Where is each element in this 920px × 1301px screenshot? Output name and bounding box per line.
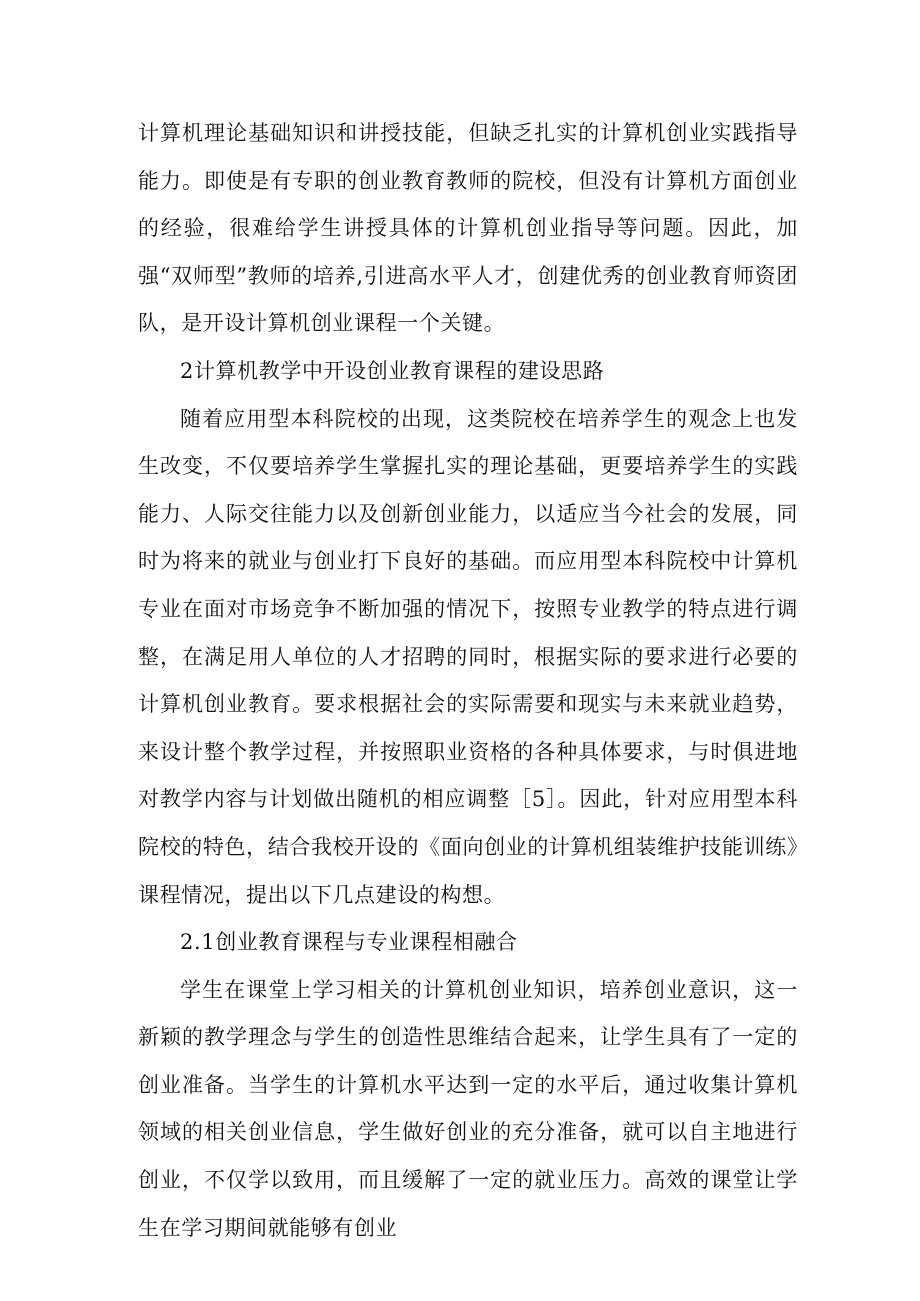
paragraph-continued: 计算机理论基础知识和讲授技能，但缺乏扎实的计算机创业实践指导能力。即使是有专职的创业教育教师的院校，但没有计算机方面创业的经验，很难给学生讲授具体的计算机创业指导等问题。因此，加强“双师型”教师的培养,引进高水平人才，创建优秀的创业教育师资团队，是开设计算机创业课程一个关键。 xyxy=(138,121,798,336)
document-body xyxy=(138,110,798,1252)
section-heading-2: 2计算机教学中开设创业教育课程的建设思路 xyxy=(180,358,605,383)
subsection-heading-2-1: 2.1创业教育课程与专业课程相融合 xyxy=(180,930,518,955)
paragraph-body: 学生在课堂上学习相关的计算机创业知识，培养创业意识，这一新颖的教学理念与学生的创造性思维结合起来，让学生具有了一定的创业准备。当学生的计算机水平达到一定的水平后，通过收集计算机领域的相关创业信息，学生做好创业的充分准备，就可以自主地进行创业，不仅学以致用，而且缓解了一定的就业压力。高效的课堂让学生在学习期间就能够有创业 xyxy=(138,977,798,1240)
paragraph-body: 随着应用型本科院校的出现，这类院校在培养学生的观念上也发生改变，不仅要培养学生掌握扎实的理论基础，更要培养学生的实践能力、人际交往能力以及创新创业能力，以适应当今社会的发展，同时为将来的就业与创业打下良好的基础。而应用型本科院校中计算机专业在面对市场竞争不断加强的情况下，按照专业教学的特点进行调整，在满足用人单位的人才招聘的同时，根据实际的要求进行必要的计算机创业教育。要求根据社会的实际需要和现实与未来就业趋势，来设计整个教学过程，并按照职业资格的各种具体要求，与时俱进地对教学内容与计划做出随机的相应调整［5］。因此，针对应用型本科院校的特色，结合我校开设的《面向创业的计算机组装维护技能训练》课程情况，提出以下几点建设的构想。 xyxy=(138,406,798,907)
